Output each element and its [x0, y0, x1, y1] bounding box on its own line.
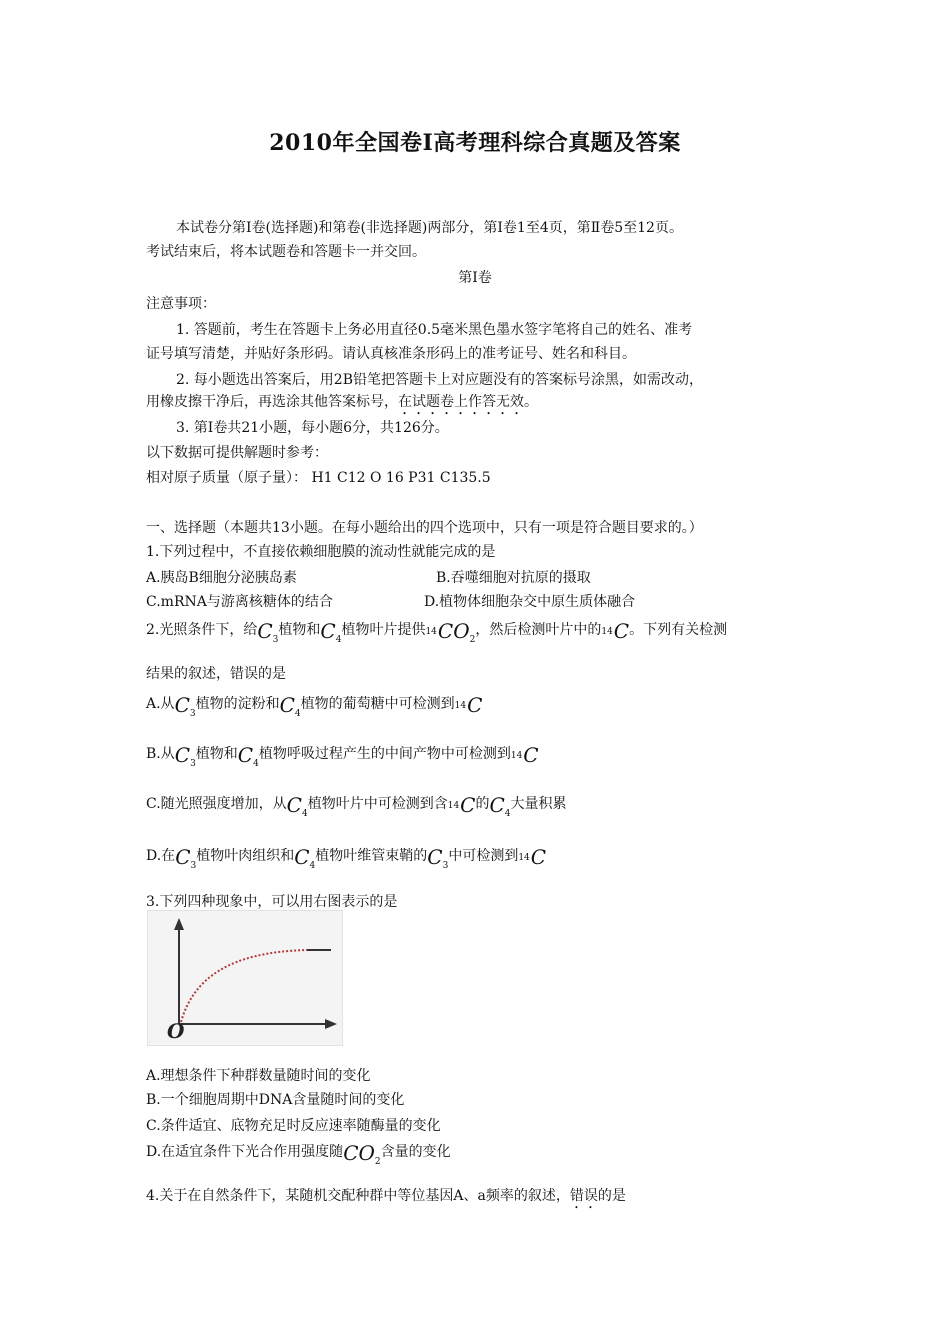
question-1-option-b: B.吞噬细胞对抗原的摄取 — [436, 570, 591, 586]
section-1-heading: 一、选择题（本题共13小题。在每小题给出的四个选项中，只有一项是符合题目要求的。） — [146, 520, 703, 536]
question-2-option-a: A.从$C_3$植物的淀粉和$C_4$植物的葡萄糖中可检测到$^{14}$C — [146, 693, 483, 719]
question-2-option-d: D.在$C_3$植物叶肉组织和$C_4$植物叶维管束鞘的$C_3$中可检测到$^{14}$C — [146, 845, 547, 871]
volume-heading: 第Ⅰ卷 — [458, 270, 492, 286]
formula-co2: $CO_2$ — [343, 1141, 381, 1167]
emphasis-text: 错误 — [569, 1188, 598, 1204]
emphasis-text: 在试题卷上作答无效 — [398, 394, 524, 410]
formula-14c: $^{14}$C — [454, 693, 483, 717]
question-3-option-a: A.理想条件下种群数量随时间的变化 — [146, 1068, 371, 1084]
question-2-option-c: C.随光照强度增加，从$C_4$植物叶片中可检测到含$^{14}$C的$C_4$大量积累 — [146, 793, 567, 819]
question-1-option-d: D.植物体细胞杂交中原生质体融合 — [424, 594, 636, 610]
intro-line-2: 考试结束后，将本试题卷和答题卡一并交回。 — [146, 244, 426, 260]
note-2-line-1: 2. 每小题选出答案后，用2B铅笔把答题卡上对应题没有的答案标号涂黑，如需改动， — [176, 372, 704, 388]
formula-c4: $C_4$ — [489, 793, 511, 819]
formula-14c: $^{14}$C — [447, 793, 476, 817]
question-3-stem: 3.下列四种现象中，可以用右图表示的是 — [146, 894, 398, 910]
question-3-option-b: B.一个细胞周期中DNA含量随时间的变化 — [146, 1092, 405, 1108]
formula-14c: $^{14}$C — [510, 743, 539, 767]
intro-line-1: 本试卷分第Ⅰ卷(选择题)和第卷(非选择题)两部分，第Ⅰ卷1至4页，第Ⅱ卷5至12页。 — [176, 220, 683, 236]
formula-c4: $C_4$ — [237, 743, 259, 769]
formula-c3: $C_3$ — [174, 693, 196, 719]
formula-c4: $C_4$ — [286, 793, 308, 819]
formula-c3: $C_3$ — [427, 845, 449, 871]
formula-c4: $C_4$ — [320, 619, 342, 645]
formula-14c: $^{14}$C — [518, 845, 547, 869]
question-2-stem: 2.光照条件下，给$C_3$植物和$C_4$植物叶片提供$^{14}CO_2$，然后检测叶片中的$^{14}$C。下列有关检测 — [146, 619, 728, 645]
question-1-option-a: A.胰岛B细胞分泌胰岛素 — [146, 570, 297, 586]
question-4-stem: 4.关于在自然条件下，某随机交配种群中等位基因A、a频率的叙述，错误的是 — [146, 1188, 626, 1204]
page-title: 2010年全国卷Ⅰ高考理科综合真题及答案 — [269, 130, 681, 156]
formula-c3: $C_3$ — [174, 743, 196, 769]
origin-label: O — [167, 1019, 185, 1043]
notes-heading: 注意事项： — [146, 296, 216, 312]
question-1-stem: 1.下列过程中，不直接依赖细胞膜的流动性就能完成的是 — [146, 544, 496, 560]
formula-c3: $C_3$ — [175, 845, 197, 871]
formula-c4: $C_4$ — [294, 845, 316, 871]
question-1-option-c: C.mRNA与游离核糖体的结合 — [146, 594, 333, 610]
formula-c4: $C_4$ — [279, 693, 301, 719]
question-2-stem-line-2: 结果的叙述，错误的是 — [146, 666, 286, 682]
reference-heading: 以下数据可提供解题时参考： — [146, 445, 328, 461]
question-2-option-b: B.从$C_3$植物和$C_4$植物呼吸过程产生的中间产物中可检测到$^{14}$C — [146, 743, 539, 769]
formula-14co2: $^{14}CO_2$ — [425, 619, 476, 645]
note-2-line-2: 用橡皮擦干净后，再选涂其他答案标号，在试题卷上作答无效。 — [146, 394, 538, 410]
atomic-mass-line: 相对原子质量（原子量）： H1 C12 O 16 P31 C135.5 — [146, 470, 491, 486]
note-1-line-1: 1. 答题前，考生在答题卡上务必用直径0.5毫米黑色墨水签字笔将自己的姓名、准考 — [176, 322, 693, 338]
question-3-option-d: D.在适宜条件下光合作用强度随$CO_2$含量的变化 — [146, 1141, 451, 1167]
saturation-curve-figure — [147, 910, 343, 1046]
question-3-option-c: C.条件适宜、底物充足时反应速率随酶量的变化 — [146, 1118, 441, 1134]
note-1-line-2: 证号填写清楚，并贴好条形码。请认真核准条形码上的准考证号、姓名和科目。 — [146, 346, 636, 362]
note-3: 3. 第Ⅰ卷共21小题，每小题6分，共126分。 — [176, 420, 449, 436]
formula-c3: $C_3$ — [257, 619, 279, 645]
formula-14c: $^{14}$C — [601, 619, 630, 643]
